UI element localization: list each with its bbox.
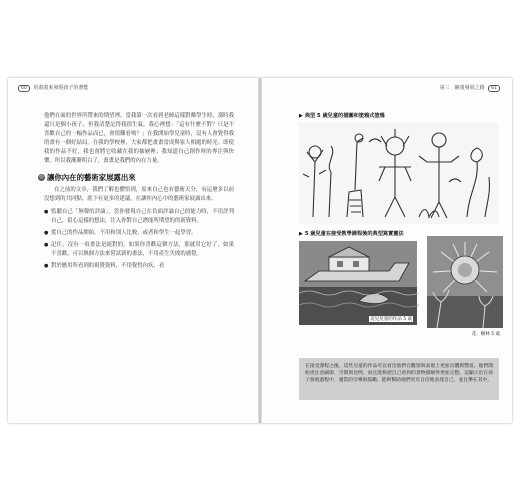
note-text: 在接受課程之後，這些兒童的作品可以看出他們在觀察與表現上更加具體與豐富。他們開始更注意細節、空間與比例，而且能夠把自己看到的景物描繪得更加完整。這顯示出在孩子發展過程中，適當的引導與鼓勵，能夠幫助他們更有自信地表達自己，並且樂在其中。 [305, 364, 493, 384]
note-box [299, 358, 499, 400]
right-running-title: 第三 繪畫發展之路 [439, 85, 485, 91]
body-paragraph: 他們在面的世界所帶來的期望裡。當我第一次看到老師這樣對鄰學生時，那時我還只是個小孩子，但我清楚記得我很生氣。我心裡想：「這有什麼不對？只是不喜歡自己的一幅作品而已，會很難看嗎？」在我開始學兒童時，沒有人會覺得我的畫有一個好結局。在我的學校裡，大家都把畫畫當成與家人相處的時光。即使我的作品不好，我也會將它收藏在我的抽屜裡；我知道自己創作時的專注與快樂。所以我漸漸明白了，畫畫是我們的內在力量。 [44, 113, 234, 164]
right-page-number: 61 [488, 85, 500, 92]
heading-bullet-icon: ◎ [39, 174, 44, 180]
artwork1-label: 這兒兒童的作品 5 歲 [370, 317, 412, 322]
right-page [261, 78, 512, 423]
artwork2-label: 花．樹林 5 歲 [471, 332, 500, 337]
left-text-block [39, 112, 234, 274]
bullet-icon: ● [44, 242, 49, 248]
bullet-icon: ● [44, 263, 49, 269]
tip-item: ● 監聽自己「無聲的評論」，當你發現自己在負面評論自己的能力時，不用評判自己，留心這樣的想法，注入你對自己潛能所期望的的新資料。 [44, 209, 234, 224]
section-heading [38, 172, 234, 183]
child-line-drawing [299, 122, 499, 224]
ark-painting [299, 241, 417, 325]
tip-item: ● 從自己的作品開始，不用和別人比較，或者和學生一起學習。 [44, 230, 197, 236]
left-running-head [16, 84, 88, 92]
tips-list [44, 208, 234, 271]
bullet-icon: ● [44, 230, 49, 236]
right-running-head [440, 84, 502, 92]
section-heading-text: 讓你內在的藝術家展露出來 [47, 173, 136, 182]
left-page-number: 60 [18, 85, 30, 92]
figure2-caption: ▶ 5 歲兒童在接受教學課程後的典型寫實畫法 [299, 231, 404, 237]
intro-paragraph: 在之前的文章，我們了解也體悟到，原來自己也有藝術天分，有這麼多以前沒想到的共同點。底下有更多的建議，在讓你內心中的藝術家展露出來。 [44, 187, 234, 202]
figure1-caption: ▶ 典型 5 歲兒童的描圖和塗鴉式塗鴉 [299, 113, 385, 119]
left-running-title: 用畫畫來發現孩子的潛能 [33, 85, 89, 91]
tip-item: ● 對於應用所看到的視覺資料，不用覺得內疚，看 [44, 263, 165, 269]
triangle-icon: ▶ [299, 113, 303, 119]
tip-item: ● 記住，沒有一項畫法是絕對的，如果你喜歡這個方法，那就用它好了，如果不喜歡，可以換個方法來嘗試新的畫法，不用產生失敗的感覺。 [44, 242, 234, 257]
sun-tree-painting [427, 236, 503, 337]
left-page [8, 78, 259, 423]
triangle-icon: ▶ [299, 231, 303, 237]
book-spread [8, 78, 512, 423]
bullet-icon: ● [44, 209, 49, 215]
